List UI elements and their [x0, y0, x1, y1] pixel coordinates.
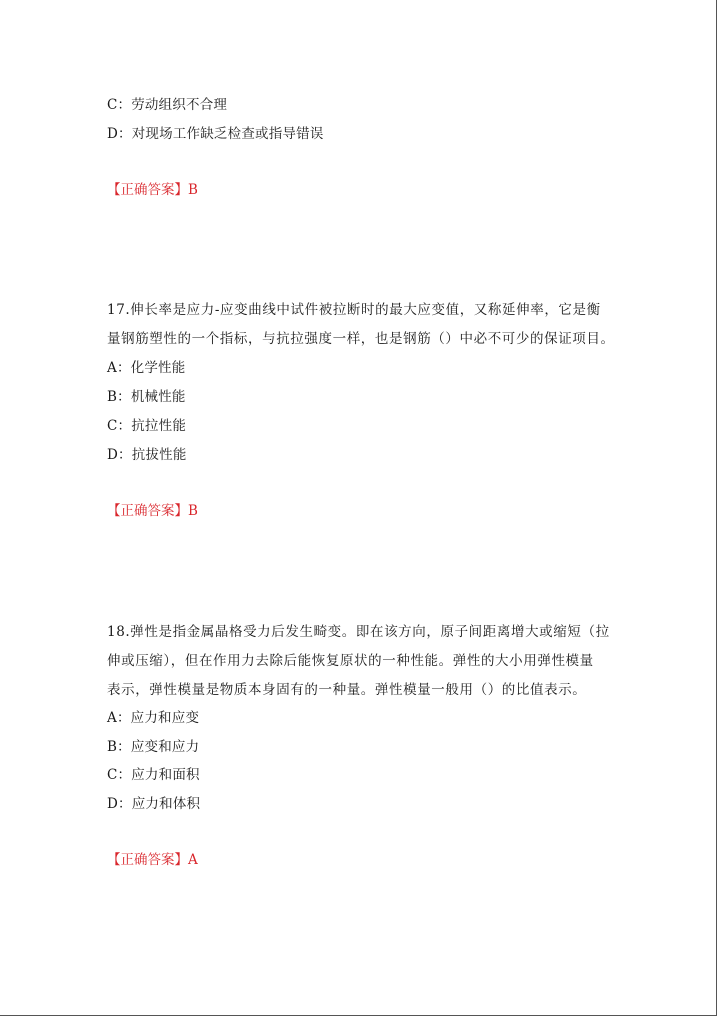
q17-question-line-1: 17.伸长率是应力-应变曲线中试件被拉断时的最大应变值，又称延伸率，它是衡	[107, 302, 601, 318]
q18-option-c: C：应力和面积	[107, 767, 200, 783]
q17-option-c: C：抗拉性能	[107, 418, 187, 434]
q17-option-b: B：机械性能	[107, 389, 186, 405]
q16-option-d: D：对现场工作缺乏检查或指导错误	[107, 126, 324, 142]
q18-answer: 【正确答案】A	[107, 852, 198, 868]
q18-option-a: A：应力和应变	[107, 710, 200, 726]
q16-option-c: C：劳动组织不合理	[107, 97, 228, 113]
q16-answer: 【正确答案】B	[107, 182, 198, 198]
q18-question-line-1: 18.弹性是指金属晶格受力后发生畸变。即在该方向，原子间距离增大或缩短（拉	[107, 624, 610, 640]
q18-option-d: D：应力和体积	[107, 796, 201, 812]
q18-question-line-3: 表示，弹性模量是物质本身固有的一种量。弹性模量一般用（）的比值表示。	[107, 682, 587, 698]
q17-question-line-2: 量钢筋塑性的一个指标，与抗拉强度一样，也是钢筋（）中必不可少的保证项目。	[107, 331, 615, 347]
q18-question-line-2: 伸或压缩），但在作用力去除后能恢复原状的一种性能。弹性的大小用弹性模量	[107, 653, 594, 669]
q17-answer: 【正确答案】B	[107, 503, 198, 519]
q17-option-d: D：抗拔性能	[107, 447, 187, 463]
q18-option-b: B：应变和应力	[107, 739, 200, 755]
q17-option-a: A：化学性能	[107, 360, 186, 376]
